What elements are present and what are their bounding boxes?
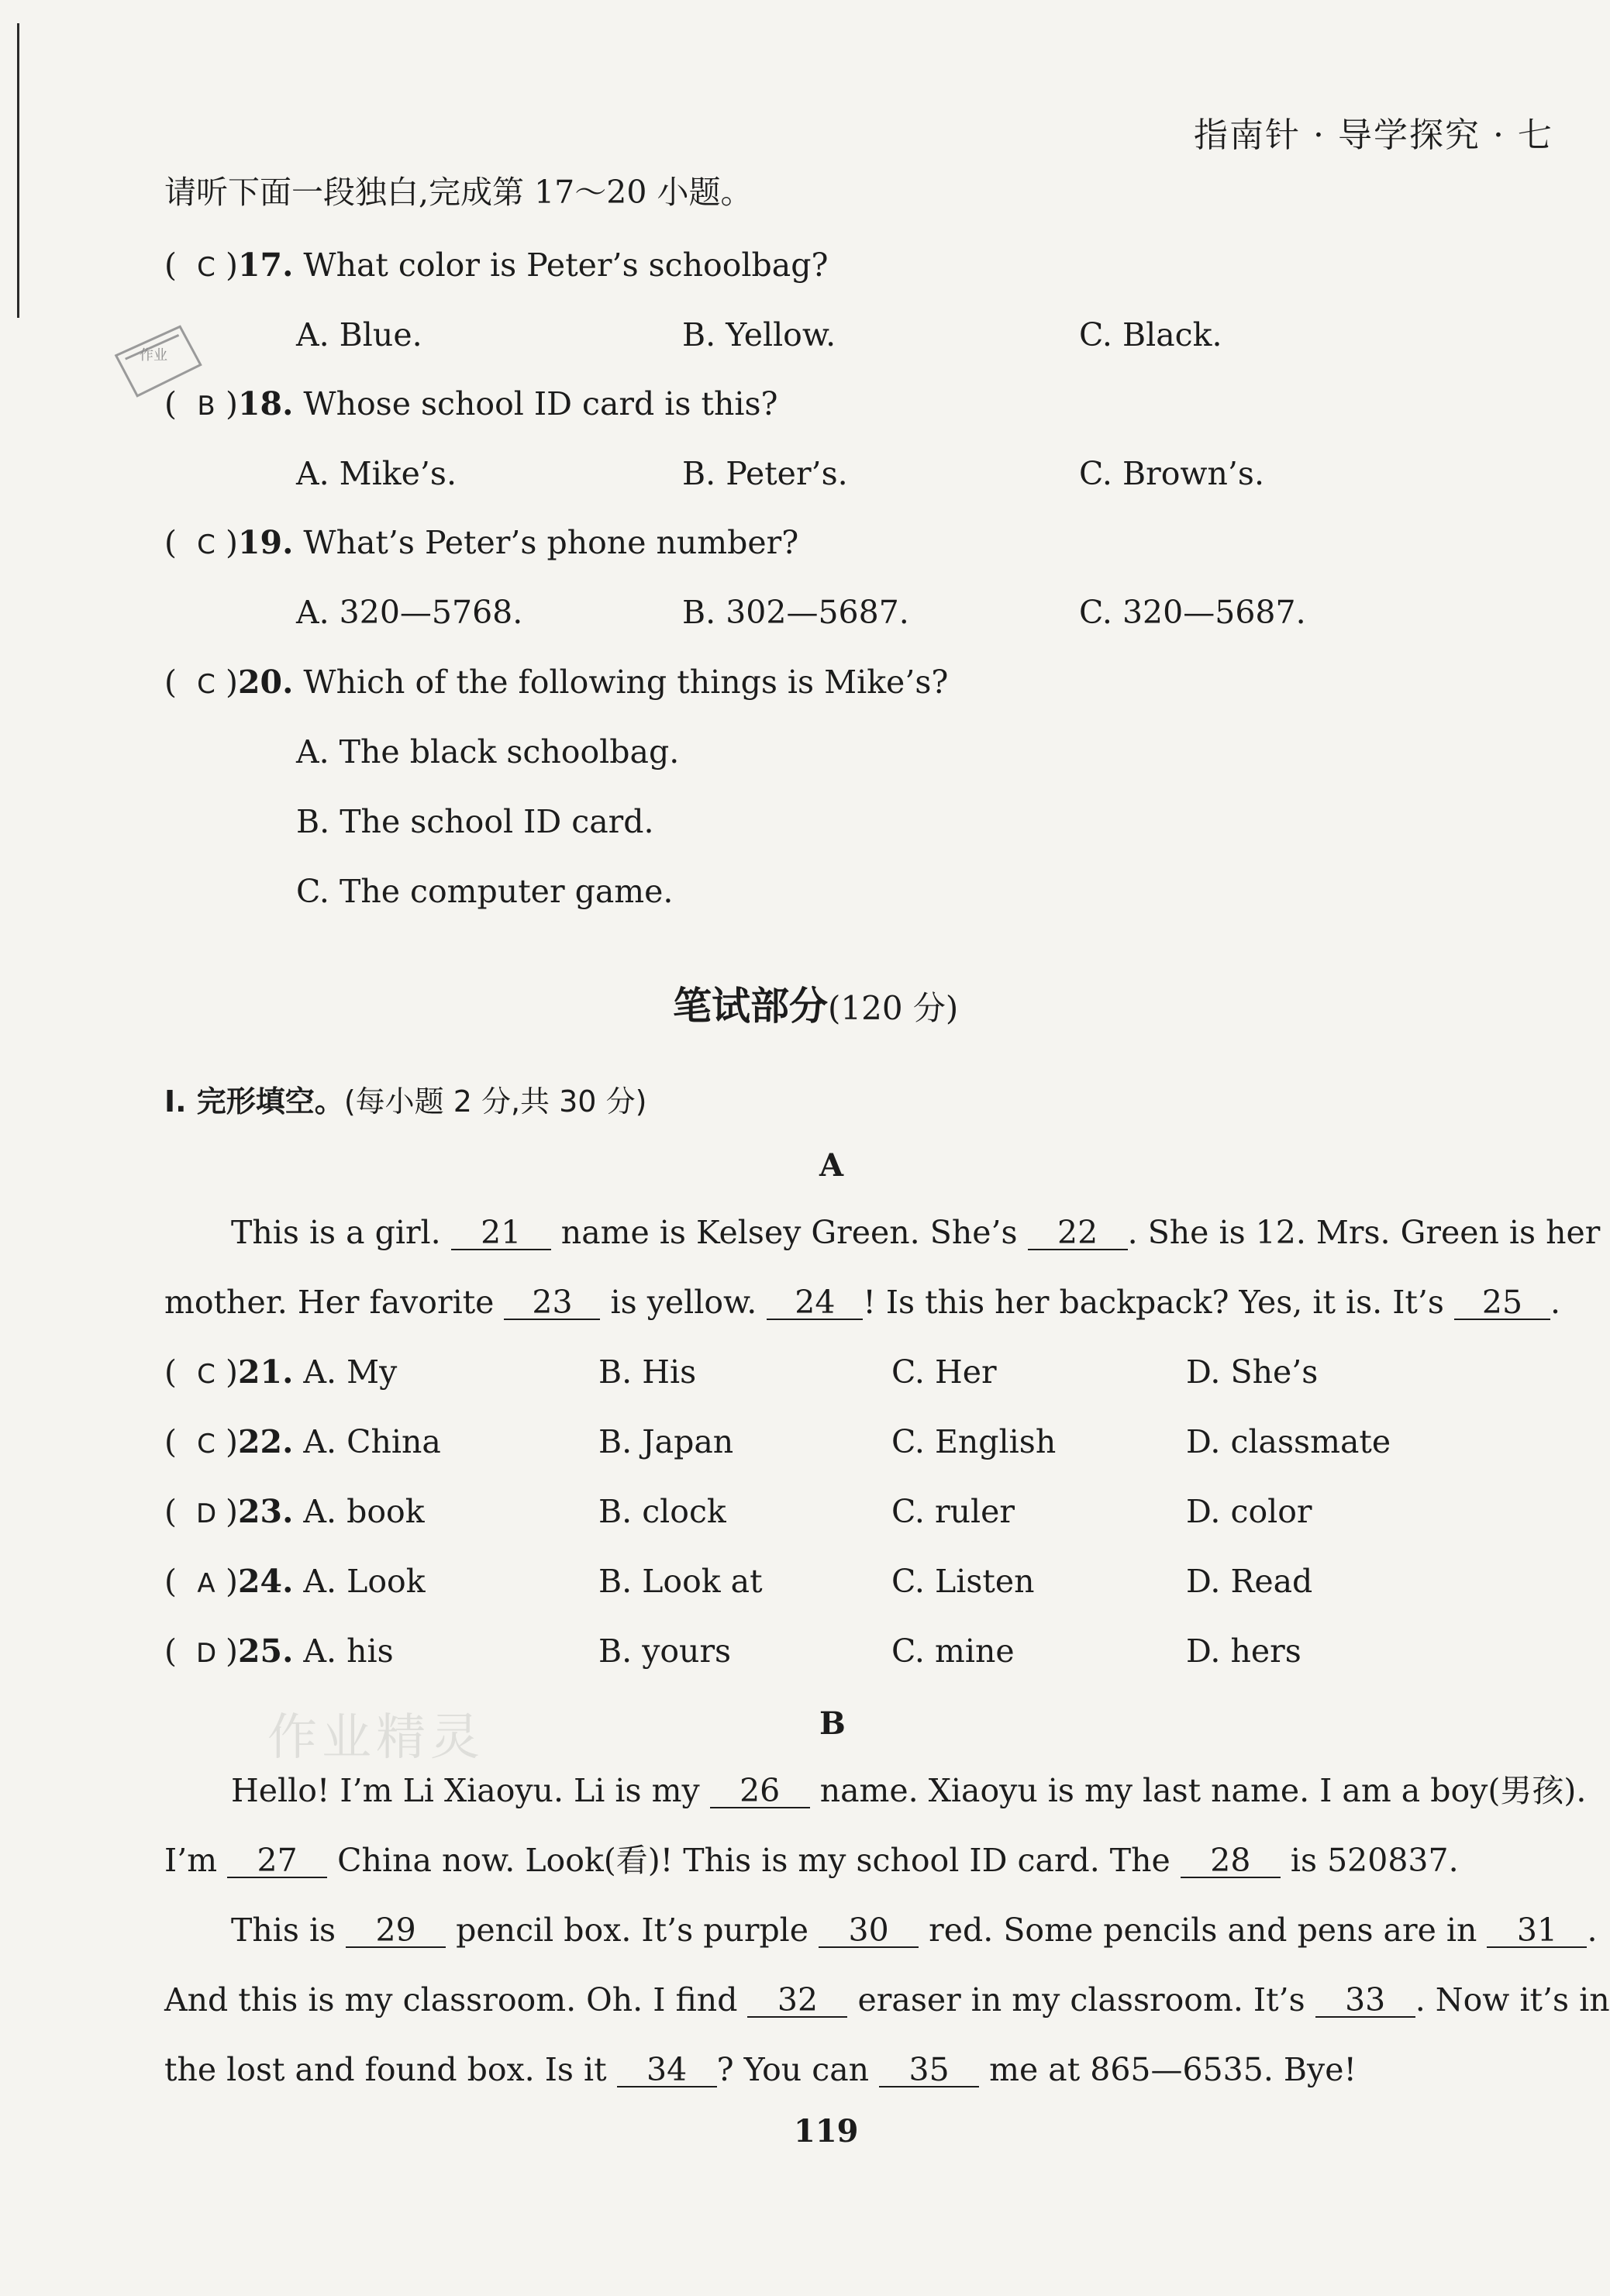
option-b: B. Peter’s. xyxy=(682,455,848,492)
answer-mark: C xyxy=(197,669,215,700)
passage-a-line-1 xyxy=(231,1214,1601,1251)
text: . xyxy=(1550,1284,1561,1321)
text: name is Kelsey Green. She’s xyxy=(550,1214,1028,1251)
question-number: 25. xyxy=(238,1632,294,1670)
blank-28: 28 xyxy=(1181,1845,1281,1878)
passage-b-line-3 xyxy=(231,1912,1598,1949)
section-title xyxy=(673,975,958,1031)
option-b: B. The school ID card. xyxy=(296,803,654,840)
passage-a-label: A xyxy=(819,1147,844,1184)
answer-mark: C xyxy=(197,1359,215,1390)
blank-31: 31 xyxy=(1487,1915,1587,1948)
answer-mark: D xyxy=(195,1638,217,1669)
text: pencil box. It’s purple xyxy=(446,1912,819,1949)
question-number: 21. xyxy=(238,1353,294,1391)
blank-34: 34 xyxy=(617,2054,717,2087)
text: ? You can xyxy=(716,2051,880,2088)
question-22: ( C )22. A. China xyxy=(164,1423,441,1460)
option-c: C. The computer game. xyxy=(296,873,674,910)
text: . She is 12. Mrs. Green is her xyxy=(1127,1214,1601,1251)
page-edge-line xyxy=(17,23,19,318)
answer-mark: D xyxy=(195,1498,217,1529)
blank-32: 32 xyxy=(747,1984,847,2018)
question-text: Which of the following things is Mike’s? xyxy=(303,664,949,701)
answer-mark: C xyxy=(197,529,215,560)
text: I’m xyxy=(164,1842,228,1879)
text: ! Is this her backpack? Yes, it is. It’s xyxy=(863,1284,1454,1321)
blank-22: 22 xyxy=(1028,1217,1128,1250)
option-a: A. Blue. xyxy=(296,316,422,353)
option-a: A. My xyxy=(303,1353,398,1391)
blank-27: 27 xyxy=(227,1845,327,1878)
passage-b-label: B xyxy=(819,1705,846,1742)
text: is yellow. xyxy=(600,1284,767,1321)
text: This is xyxy=(231,1912,346,1949)
text: China now. Look(看)! This is my school ID card. The xyxy=(327,1842,1181,1879)
part-title xyxy=(164,1077,646,1120)
question-number: 17. xyxy=(238,246,294,284)
part-note: (每小题 2 分,共 30 分) xyxy=(343,1084,647,1119)
blank-25: 25 xyxy=(1454,1287,1550,1320)
question-text: What’s Peter’s phone number? xyxy=(303,524,799,561)
option-d: D. color xyxy=(1186,1493,1312,1530)
option-c: C. Her xyxy=(891,1353,997,1391)
option-a: A. 320—5768. xyxy=(296,594,523,631)
question-25: ( D )25. A. his xyxy=(164,1632,394,1670)
question-20: ( C )20. Which of the following things is Mike’s? xyxy=(164,664,949,701)
question-number: 22. xyxy=(238,1423,294,1460)
option-b: B. Yellow. xyxy=(682,316,836,353)
passage-b-line-1 xyxy=(231,1772,1587,1809)
text: name. Xiaoyu is my last name. I am a boy(男孩). xyxy=(809,1772,1587,1809)
text: red. Some pencils and pens are in xyxy=(919,1912,1488,1949)
page-number: 119 xyxy=(794,2113,859,2149)
option-d: D. Read xyxy=(1186,1563,1313,1600)
option-d: D. classmate xyxy=(1186,1423,1391,1460)
option-a: A. book xyxy=(303,1493,425,1530)
question-number: 23. xyxy=(238,1493,294,1530)
option-d: D. She’s xyxy=(1186,1353,1319,1391)
option-c: C. 320—5687. xyxy=(1079,594,1306,631)
text: This is a girl. xyxy=(231,1214,451,1251)
option-b: B. yours xyxy=(598,1632,732,1670)
blank-33: 33 xyxy=(1315,1984,1415,2018)
option-c: C. Brown’s. xyxy=(1079,455,1264,492)
option-a: A. his xyxy=(303,1632,394,1670)
text: is 520837. xyxy=(1280,1842,1459,1879)
blank-23: 23 xyxy=(504,1287,600,1320)
part-title-text: Ⅰ. 完形填空。 xyxy=(164,1084,344,1119)
blank-29: 29 xyxy=(346,1915,446,1948)
question-17: ( C )17. What color is Peter’s schoolbag? xyxy=(164,246,829,284)
option-a: A. China xyxy=(303,1423,441,1460)
question-number: 18. xyxy=(238,385,294,422)
passage-b-line-4 xyxy=(164,1981,1610,2018)
option-b: B. 302—5687. xyxy=(682,594,909,631)
option-c: C. mine xyxy=(891,1632,1015,1670)
option-a: A. The black schoolbag. xyxy=(296,733,680,771)
question-18: ( B )18. Whose school ID card is this? xyxy=(164,385,778,422)
option-b: B. Look at xyxy=(598,1563,763,1600)
section-score: (120 分) xyxy=(828,989,959,1027)
section-title-text: 笔试部分 xyxy=(673,984,828,1029)
question-number: 24. xyxy=(238,1563,294,1600)
question-number: 20. xyxy=(238,664,294,701)
option-a: A. Mike’s. xyxy=(296,455,457,492)
question-19: ( C )19. What’s Peter’s phone number? xyxy=(164,524,799,561)
listening-intro: 请听下面一段独白,完成第 17～20 小题。 xyxy=(164,174,753,211)
text: . Now it’s in xyxy=(1415,1981,1610,2018)
option-b: B. His xyxy=(598,1353,697,1391)
passage-a-line-2 xyxy=(164,1284,1561,1321)
stamp-text: 作业 xyxy=(140,347,167,364)
option-c: C. ruler xyxy=(891,1493,1015,1530)
answer-mark: B xyxy=(197,391,215,422)
text: me at 865—6535. Bye! xyxy=(979,2051,1357,2088)
passage-b-line-2 xyxy=(164,1842,1459,1879)
text: And this is my classroom. Oh. I find xyxy=(164,1981,748,2018)
question-text: What color is Peter’s schoolbag? xyxy=(303,246,829,284)
text: mother. Her favorite xyxy=(164,1284,505,1321)
blank-26: 26 xyxy=(710,1775,810,1808)
option-c: C. Black. xyxy=(1079,316,1222,353)
text: the lost and found box. Is it xyxy=(164,2051,617,2088)
text: Hello! I’m Li Xiaoyu. Li is my xyxy=(231,1772,710,1809)
watermark: 作业精灵 xyxy=(267,1709,484,1767)
option-c: C. Listen xyxy=(891,1563,1035,1600)
blank-21: 21 xyxy=(451,1217,551,1250)
question-23: ( D )23. A. book xyxy=(164,1493,425,1530)
option-d: D. hers xyxy=(1186,1632,1301,1670)
option-a: A. Look xyxy=(303,1563,426,1600)
answer-mark: C xyxy=(197,1429,215,1460)
option-c: C. English xyxy=(891,1423,1057,1460)
option-b: B. Japan xyxy=(598,1423,734,1460)
blank-30: 30 xyxy=(819,1915,919,1948)
option-b: B. clock xyxy=(598,1493,726,1530)
text: eraser in my classroom. It’s xyxy=(847,1981,1315,2018)
question-24: ( A )24. A. Look xyxy=(164,1563,426,1600)
passage-b-line-5 xyxy=(164,2051,1357,2088)
blank-35: 35 xyxy=(879,2054,979,2087)
question-21: ( C )21. A. My xyxy=(164,1353,398,1391)
running-header: 指南针 · 导学探究 · 七 xyxy=(1194,115,1553,155)
answer-mark: A xyxy=(197,1568,215,1599)
question-text: Whose school ID card is this? xyxy=(303,385,778,422)
question-number: 19. xyxy=(238,524,294,561)
answer-mark: C xyxy=(197,252,215,283)
blank-24: 24 xyxy=(767,1287,863,1320)
text: . xyxy=(1587,1912,1598,1949)
